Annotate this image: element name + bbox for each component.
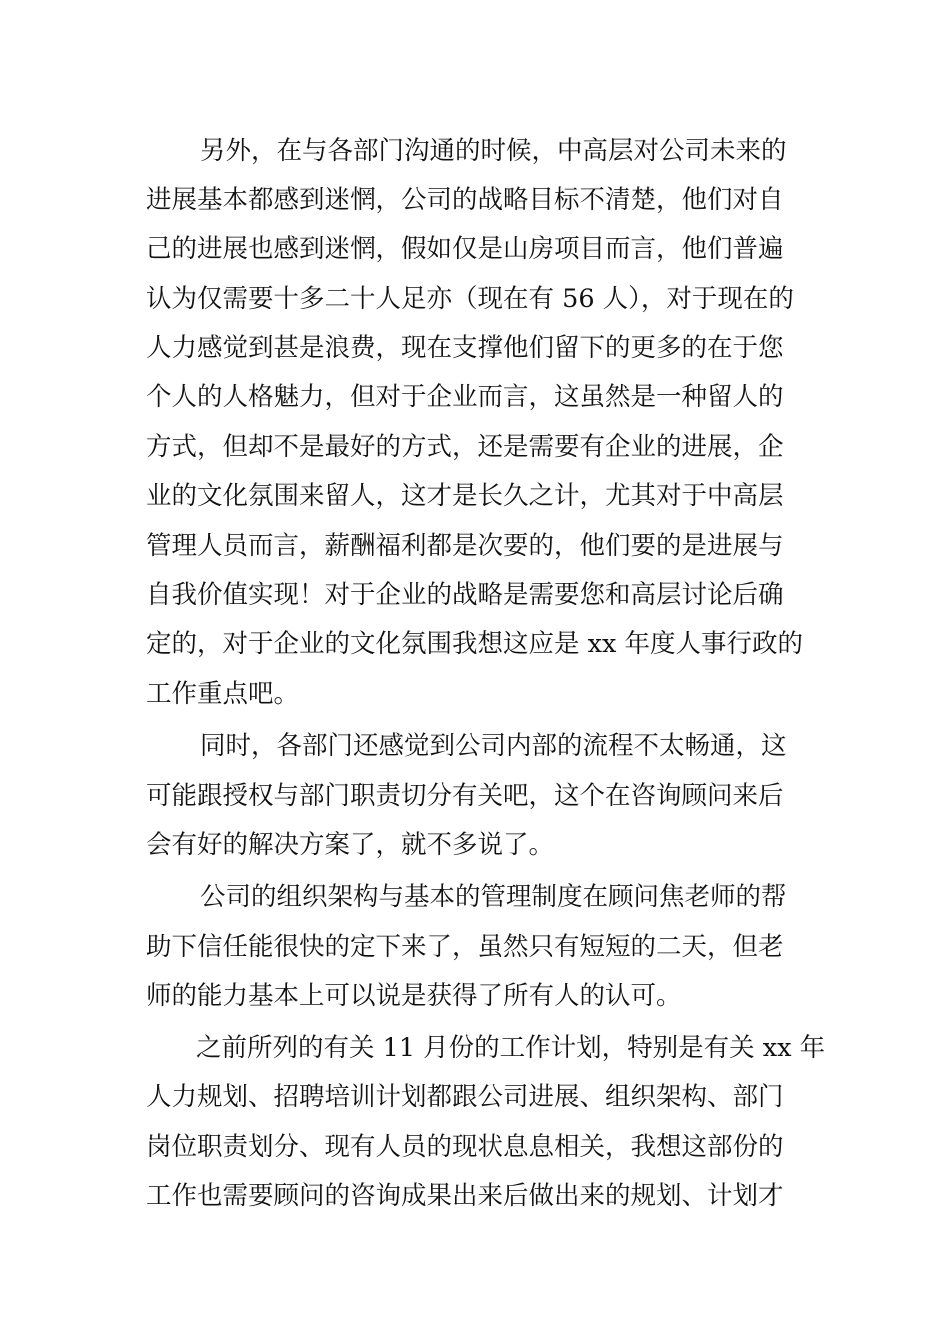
text-line [0, 1077, 950, 1117]
text-line-content: 定的，对于企业的文化氛围我想这应是 xx 年度人事行政的 [146, 629, 803, 659]
text-line-content: 之前所列的有关 11 月份的工作计划，特别是有关 xx 年 [196, 1033, 826, 1063]
text-line-content: 师的能力基本上可以说是获得了所有人的认可。 [146, 981, 682, 1011]
text-line [0, 1176, 950, 1216]
text-line [0, 825, 950, 865]
text-line-content: 岗位职责划分、现有人员的现状息息相关，我想这部份的 [146, 1132, 784, 1162]
text-line-content: 公司的组织架构与基本的管理制度在顾问焦老师的帮 [200, 882, 787, 912]
text-line [0, 377, 950, 417]
text-line [0, 1127, 950, 1167]
text-line [0, 674, 950, 714]
text-line-content: 方式，但却不是最好的方式，还是需要有企业的进展，企 [146, 432, 784, 462]
text-line [0, 776, 950, 816]
text-line-content: 业的文化氛围来留人，这才是长久之计，尤其对于中高层 [146, 481, 784, 511]
text-line [0, 976, 950, 1016]
text-line-content: 个人的人格魅力，但对于企业而言，这虽然是一种留人的 [146, 382, 784, 412]
text-line-content: 人力感觉到甚是浪费，现在支撑他们留下的更多的在于您 [146, 333, 784, 363]
text-line [0, 927, 950, 967]
text-line-content: 助下信任能很快的定下来了，虽然只有短短的二天，但老 [146, 932, 784, 962]
text-line-content: 自我价值实现！对于企业的战略是需要您和高层讨论后确 [146, 580, 784, 610]
text-line [0, 180, 950, 220]
text-line-content: 工作重点吧。 [146, 679, 300, 709]
text-line [0, 575, 950, 615]
text-line-content: 同时，各部门还感觉到公司内部的流程不太畅通，这 [200, 731, 787, 761]
text-line [0, 229, 950, 269]
text-line [0, 427, 950, 467]
text-line-content: 另外，在与各部门沟通的时候，中高层对公司未来的 [200, 136, 787, 166]
text-line [0, 526, 950, 566]
text-line [0, 279, 950, 319]
text-line-content: 管理人员而言，薪酬福利都是次要的，他们要的是进展与 [146, 531, 784, 561]
text-line [0, 877, 950, 917]
text-line [0, 476, 950, 516]
text-line [0, 328, 950, 368]
text-line-content: 认为仅需要十多二十人足亦（现在有 56 人），对于现在的 [146, 284, 794, 314]
text-line-content: 进展基本都感到迷惘，公司的战略目标不清楚，他们对自 [146, 185, 784, 215]
text-line-content: 工作也需要顾问的咨询成果出来后做出来的规划、计划才 [146, 1181, 784, 1211]
text-line [0, 726, 950, 766]
text-line-content: 可能跟授权与部门职责切分有关吧，这个在咨询顾问来后 [146, 781, 784, 811]
text-line-content: 会有好的解决方案了，就不多说了。 [146, 830, 555, 860]
text-line [0, 624, 950, 664]
text-line [0, 131, 950, 171]
text-line-content: 己的进展也感到迷惘，假如仅是山房项目而言，他们普遍 [146, 234, 784, 264]
text-line-content: 人力规划、招聘培训计划都跟公司进展、组织架构、部门 [146, 1082, 784, 1112]
text-line [0, 1028, 950, 1068]
